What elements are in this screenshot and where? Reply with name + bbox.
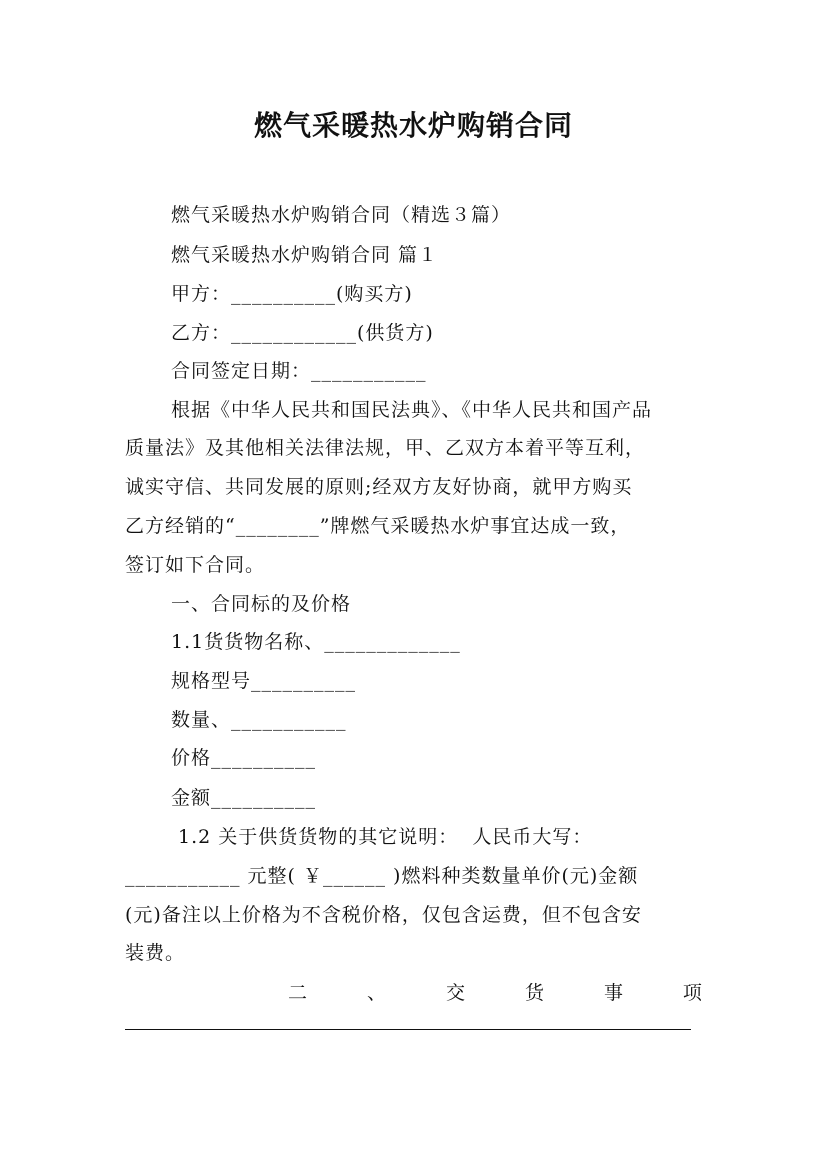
party-a-line: 甲方：__________(购买方) bbox=[171, 283, 413, 305]
clause-1-heading: 一、合同标的及价格 bbox=[171, 593, 352, 615]
clause-1-2-line: (元)备注以上价格为不含税价格，仅包含运费，但不包含安 bbox=[125, 904, 642, 926]
subtitle: 燃气采暖热水炉购销合同（精选３篇） bbox=[171, 204, 512, 226]
clause-2-heading bbox=[288, 978, 702, 1005]
party-b-line: 乙方：____________(供货方) bbox=[171, 322, 434, 344]
item-price-line: 价格__________ bbox=[171, 747, 317, 769]
item-spec-line: 规格型号__________ bbox=[171, 670, 357, 692]
item-qty-line: 数量、___________ bbox=[171, 709, 347, 731]
underline-rule bbox=[125, 1029, 691, 1030]
paragraph-line: 签订如下合同。 bbox=[125, 554, 266, 576]
clause-2-char: 货 bbox=[524, 982, 544, 1004]
item-name-line: 1.1货货物名称、_____________ bbox=[171, 631, 461, 653]
item-amount-line: 金额__________ bbox=[171, 787, 317, 809]
paragraph-line: 乙方经销的“________”牌燃气采暖热水炉事宜达成一致， bbox=[125, 515, 631, 537]
paragraph-line: 诚实守信、共同发展的原则;经双方友好协商，就甲方购买 bbox=[125, 476, 633, 498]
section-heading: 燃气采暖热水炉购销合同 篇１ bbox=[171, 244, 439, 266]
paragraph-line: 根据《中华人民共和国民法典》、《中华人民共和国产品 bbox=[171, 399, 653, 421]
clause-2-char: 项 bbox=[682, 982, 702, 1004]
clause-1-2-line: 装费。 bbox=[125, 942, 186, 964]
paragraph-line: 质量法》及其他相关法律法规，甲、乙双方本着平等互利， bbox=[125, 437, 646, 459]
clause-2-char: 交 bbox=[445, 982, 465, 1004]
clause-2-char: 事 bbox=[603, 982, 623, 1004]
clause-1-2-line: ___________ 元整( ￥______ )燃料种类数量单价(元)金额 bbox=[125, 865, 639, 887]
clause-2-char: 、 bbox=[366, 982, 386, 1004]
sign-date-line: 合同签定日期：___________ bbox=[171, 360, 427, 382]
document-title: 燃气采暖热水炉购销合同 bbox=[253, 109, 573, 142]
clause-2-char: 二 bbox=[288, 982, 308, 1004]
clause-1-2-line: 1.2 关于供货货物的其它说明： 人民币大写： bbox=[171, 826, 593, 848]
